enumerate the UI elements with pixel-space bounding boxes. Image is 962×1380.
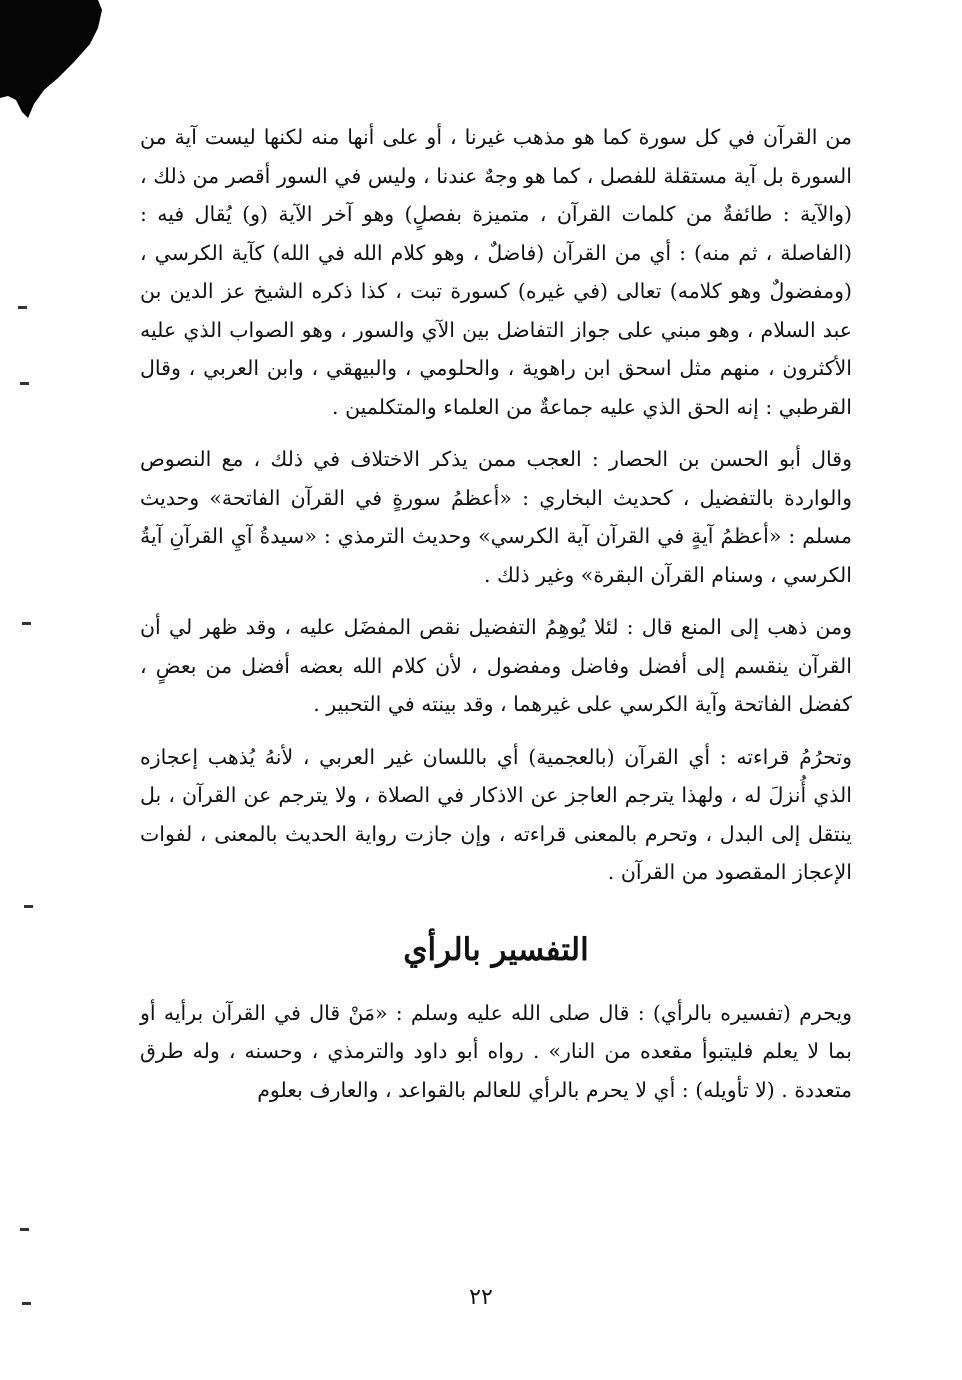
paragraph-3: ومن ذهب إلى المنع قال : لئلا يُوهِمُ التفضيل نقص المفضَل عليه ، وقد ظهر لي أن القرآن ينقسم إلى أفضل وفاضل ومفضول ، لأن كلام الله بعضه أفضل من بعضٍ ، كفضل الفاتحة وآية الكرسي على غيرهما ، وقد بينته في التحبير .	[140, 615, 852, 716]
margin-speck	[18, 306, 27, 309]
section-heading: التفسير بالرأي	[403, 931, 589, 968]
paragraph-4: وتحرُمُ قراءته : أي القرآن (بالعجمية) أي باللسان غير العربي ، لأنهُ يُذهب إعجازه الذي أُنزلَ له ، ولهذا يترجم العاجز عن الاذكار في الصلاة ، ولا يترجم عن القرآن ، بل ينتقل إلى البدل ، وتحرم بالمعنى قراءته ، وإن جازت رواية الحديث بالمعنى ، لفوات الإعجاز المقصود من القرآن .	[140, 744, 852, 884]
page-body	[140, 118, 852, 1109]
margin-speck	[20, 1228, 29, 1231]
margin-speck	[22, 622, 31, 625]
torn-corner-mark	[0, 0, 120, 130]
section-paragraph: ويحرم (تفسيره بالرأي) : قال صلى الله عليه وسلم : «مَنْ قال في القرآن برأيه أو بما لا يعلم فليتبوأ مقعده من النار» . رواه أبو داود والترمذي ، وحسنه ، وله طرق متعددة . (لا تأويله) : أي لا يحرم بالرأي للعالم بالقواعد ، والعارف بعلوم	[140, 1000, 852, 1102]
margin-speck	[24, 905, 33, 908]
margin-speck	[20, 382, 29, 385]
paragraph-1: من القرآن في كل سورة كما هو مذهب غيرنا ، أو على أنها منه لكنها ليست آية من السورة بل آية مستقلة للفصل ، كما هو وجهٌ عندنا ، وليس في السور أقصر من ذلك ، (والآية : طائفةٌ من كلمات القرآن ، متميزة بفصلٍ) وهو آخر الآية (و) يُقال فيه : (الفاصلة ، ثم منه) : أي من القرآن (فاضلٌ ، وهو كلام الله في الله) كآية الكرسي ، (ومفضولٌ وهو كلامه) تعالى (في غيره) كسورة تبت ، كذا ذكره الشيخ عز الدين بن عبد السلام ، وهو مبني على جواز التفاضل بين الآي والسور ، وهو الصواب الذي عليه الأكثرون ، منهم مثل اسحق ابن راهوية ، والحلومي ، والبيهقي ، وابن العربي ، وقال القرطبي : إنه الحق الذي عليه جماعةٌ من العلماء والمتكلمين .	[140, 125, 852, 419]
paragraph-2: وقال أبو الحسن بن الحصار : العجب ممن يذكر الاختلاف في ذلك ، مع النصوص والواردة بالتفضيل ، كحديث البخاري : «أعظمُ سورةٍ في القرآن الفاتحة» وحديث مسلم : «أعظمُ آيةٍ في القرآن آية الكرسي» وحديث الترمذي : «سيدةُ آيِ القرآنِ آيةُ الكرسي ، وسنام القرآن البقرة» وغير ذلك .	[140, 447, 852, 587]
page-number: ٢٢	[469, 1285, 493, 1310]
